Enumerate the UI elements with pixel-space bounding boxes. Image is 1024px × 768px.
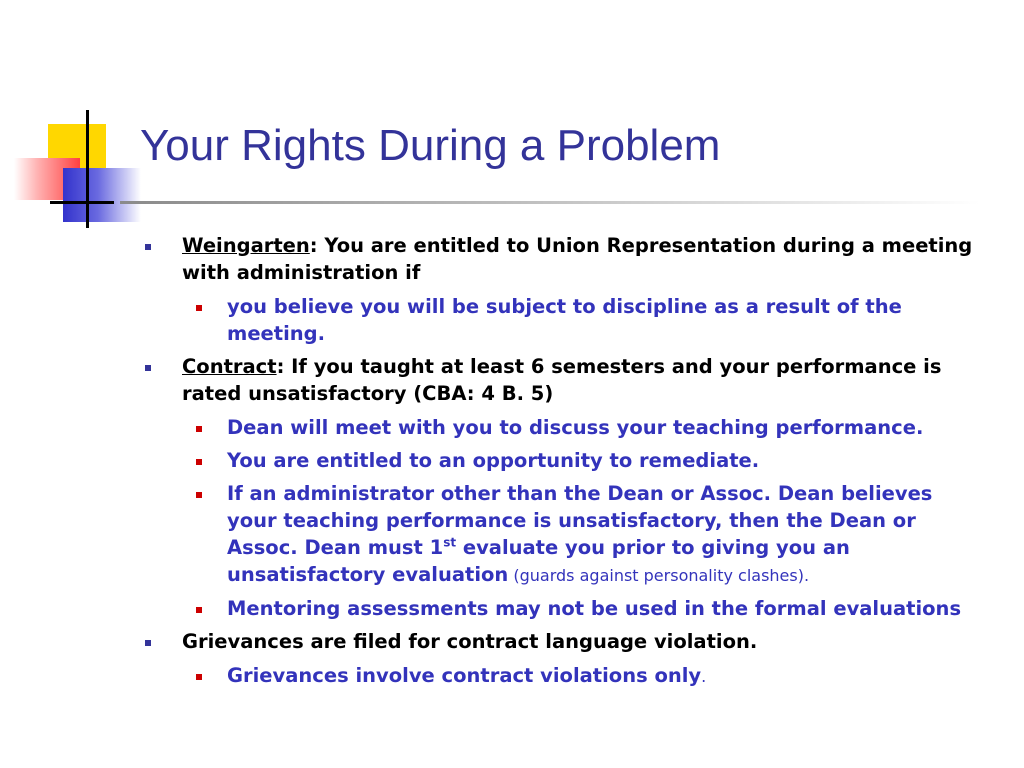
bullet-text: : If you taught at least 6 semesters and your performance is rated unsatisfactory (CBA: 4 B. 5) [182, 355, 942, 405]
sub-bullet [0, 480, 987, 589]
sub-bullet-text: you believe you will be subject to discipline as a result of the meeting. [227, 295, 902, 345]
bullet-text: Grievances are filed for contract language violation. [182, 630, 758, 653]
square-bullet-icon [196, 674, 202, 680]
bullet-term: Contract [182, 355, 277, 378]
logo-blue-gradient-bar [63, 168, 141, 222]
sub-bullet-text: Mentoring assessments may not be used in the formal evaluations [227, 597, 962, 620]
slide-title: Your Rights During a Problem [140, 121, 721, 170]
square-bullet-icon [196, 305, 202, 311]
sub-bullet [0, 447, 987, 474]
sub-bullet [0, 595, 987, 622]
sub-bullet-text: You are entitled to an opportunity to remediate. [227, 449, 760, 472]
sub-bullet-text: Grievances involve contract violations only [227, 664, 702, 687]
square-bullet-icon [196, 492, 202, 498]
bullet-contract [0, 353, 982, 407]
square-bullet-icon [196, 426, 202, 432]
square-bullet-icon [196, 459, 202, 465]
bullet-weingarten [0, 232, 982, 286]
square-bullet-icon [145, 244, 151, 250]
title-underline-rule [120, 201, 980, 204]
bullet-grievances [0, 628, 982, 655]
sub-bullet [0, 293, 987, 347]
square-bullet-icon [145, 365, 151, 371]
sub-bullet-tail: . [701, 667, 707, 686]
sub-bullet-text: Dean will meet with you to discuss your teaching performance. [227, 416, 924, 439]
sub-bullet [0, 414, 987, 441]
square-bullet-icon [196, 607, 202, 613]
logo-horizontal-line [50, 201, 114, 204]
superscript-st: st [443, 535, 457, 550]
sub-bullet-text-continued: evaluate you prior to giving you an unsatisfactory evaluation [227, 536, 850, 586]
bullet-term: Weingarten [182, 234, 310, 257]
slide-content [0, 232, 1024, 696]
sub-bullet-text: If an administrator other than the Dean or Assoc. Dean believes your teaching performance is unsatisfactory, then the Dean or Assoc. Dean must 1 [227, 482, 933, 559]
sub-bullet-note: (guards against personality clashes). [508, 566, 810, 585]
sub-bullet [0, 662, 987, 690]
square-bullet-icon [145, 640, 151, 646]
bullet-text: : You are entitled to Union Representation during a meeting with administration if [182, 234, 973, 284]
logo-vertical-line [86, 110, 89, 228]
